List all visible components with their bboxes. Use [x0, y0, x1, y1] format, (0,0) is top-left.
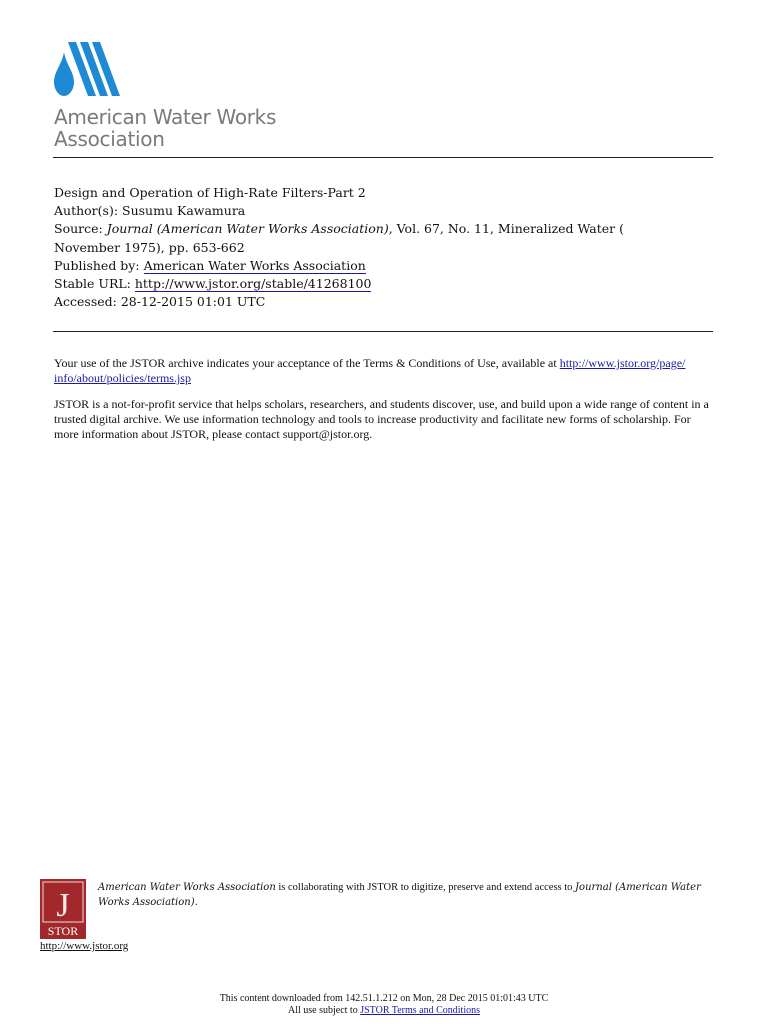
- stable-url-line: [54, 275, 714, 293]
- journal-name: Journal (American Water Works Association): [106, 221, 389, 237]
- collaboration-note: [98, 880, 728, 910]
- authors-label: Author(s):: [54, 203, 119, 219]
- authors: Susumu Kawamura: [122, 203, 246, 219]
- jstor-home-link[interactable]: http://www.jstor.org: [40, 940, 129, 952]
- jstor-about: JSTOR is a not-for-profit service that helps scholars, researchers, and students discover, use, and build upon a wide range of content in a trusted digital archive. We use information technology and tools to increase productivity and facilitate new forms of scholarship. For more information about JSTOR, please contact support@jstor.org.: [54, 397, 709, 441]
- use-subject-text: All use subject to: [288, 1005, 361, 1016]
- org-name-line2: Association: [54, 127, 165, 151]
- terms-notice: [54, 356, 714, 386]
- publisher-line: [54, 257, 714, 275]
- org-name: [54, 106, 374, 150]
- jstor-logo-letter: J: [56, 887, 70, 924]
- waterdrop-icon: [52, 38, 124, 100]
- org-name-line1: American Water Works: [54, 105, 277, 129]
- terms-conditions-link[interactable]: JSTOR Terms and Conditions: [360, 1005, 480, 1016]
- jstor-logo[interactable]: [40, 879, 86, 939]
- source-line-2: November 1975), pp. 653-662: [54, 239, 245, 255]
- collab-journal: Journal (American Water Works Association).: [98, 882, 701, 908]
- accessed-line: Accessed: 28-12-2015 01:01 UTC: [54, 294, 266, 310]
- publisher-label: Published by:: [54, 257, 140, 273]
- jstor-logo-icon: [40, 879, 86, 939]
- citation-block: [54, 184, 714, 311]
- collab-text: is collaborating with JSTOR to digitize, preserve and extend access to: [275, 882, 576, 893]
- jstor-logo-text: STOR: [47, 924, 79, 938]
- awwa-logo: [52, 38, 124, 104]
- publisher-link[interactable]: American Water Works Association: [143, 257, 366, 273]
- mid-divider: [53, 331, 713, 332]
- terms-link-line1: http://www.jstor.org/page/: [559, 356, 686, 370]
- downloaded-line: This content downloaded from 142.51.1.212 on Mon, 28 Dec 2015 01:01:43 UTC: [219, 993, 549, 1004]
- authors-line: [54, 202, 714, 220]
- source-details: , Vol. 67, No. 11, Mineralized Water (: [388, 221, 624, 237]
- source-line: [54, 220, 714, 238]
- source-label: Source:: [54, 221, 103, 237]
- terms-link-line2: info/about/policies/terms.jsp: [54, 371, 191, 385]
- stable-url-link[interactable]: http://www.jstor.org/stable/41268100: [134, 276, 372, 292]
- use-subject-line: [0, 1005, 768, 1017]
- terms-text: Your use of the JSTOR archive indicates your acceptance of the Terms & Conditions of Use, available at: [54, 356, 560, 370]
- collab-org: American Water Works Association: [98, 882, 276, 893]
- article-title: Design and Operation of High-Rate Filters-Part 2: [54, 185, 366, 200]
- top-divider: [53, 157, 713, 158]
- download-footer: [0, 993, 768, 1017]
- stable-url-label: Stable URL:: [54, 276, 131, 292]
